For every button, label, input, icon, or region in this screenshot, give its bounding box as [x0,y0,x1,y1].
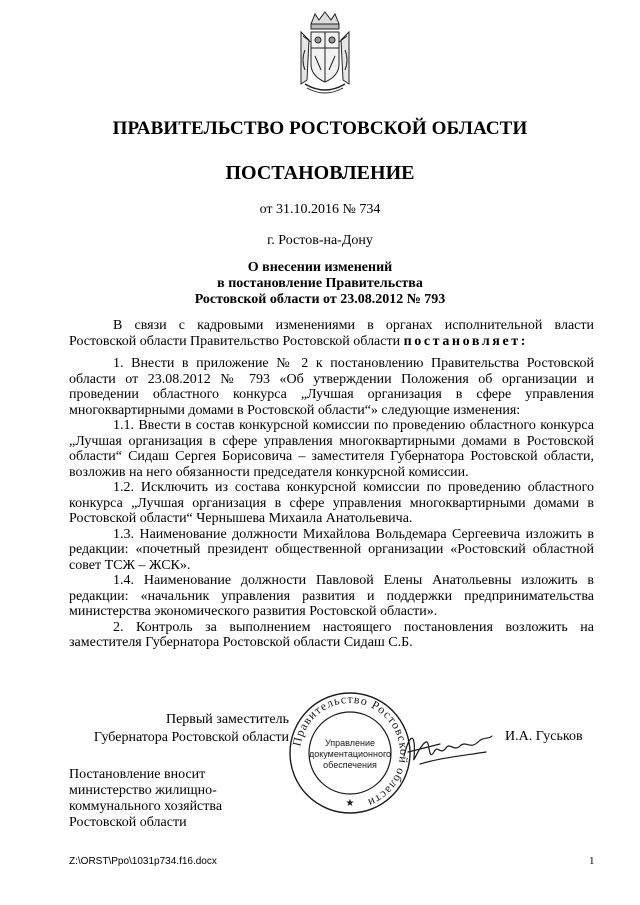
document-date-number: от 31.10.2016 № 734 [259,202,381,217]
document-type: ПОСТАНОВЛЕНИЕ [225,162,415,184]
page-number: 1 [589,855,595,867]
signatory-position-line: Первый заместитель [165,712,289,727]
body-paragraph: 1.4. Наименование должности Павловой Елены Анатольевны изложить в редакции: «начальник управления развития и поддержки предпринимательства министерства экономического развития Ростовской области». [69,573,594,619]
body-paragraph: 1. Внести в приложение № 2 к постановлению Правительства Ростовской области от 23.08.2012 № 793 «Об утверждении Положения об организации и проведении областного конкурса „Лучшая организация в сфере управления многоквартирными домами в Ростовской области“» следующие изменения: [69,356,594,418]
subject-line: О внесении изменений [247,260,393,275]
body-paragraph: 2. Контроль за выполнением настоящего постановления возложить на заместителя Губернатора Ростовской области Сидаш С.Б. [69,619,594,650]
organization-title: ПРАВИТЕЛЬСТВО РОСТОВСКОЙ ОБЛАСТИ [112,118,528,139]
note-line: министерство жилищно- [69,783,217,798]
preamble-action: постановляет: [403,333,528,349]
stamp-center-line: обеспечения [323,760,377,770]
signatory-name: И.А. Гуськов [505,729,583,744]
stamp-center-line: Управление [324,738,376,748]
body-paragraph: 1.2. Исключить из состава конкурсной комиссии по проведению областного конкурса „Лучшая организация в сфере управления многоквартирными домами в Ростовской области“ Чернышева Михаила Анатольевича. [69,480,594,526]
document-city: г. Ростов-на-Дону [267,233,373,248]
body-paragraph: 1.1. Ввести в состав конкурсной комиссии по проведению областного конкурса „Лучшая организация в сфере управления многоквартирными домами в Ростовской области“ Сидаш Сергея Борисовича – заместителя Губернатора Ростовской области, возложив на него обязанности председателя конкурсной комиссии. [69,418,594,480]
preamble-text: В связи с кадровыми изменениями в органах исполнительной власти Ростовской области Правительство Ростовской области [69,318,594,349]
stamp-star-icon: ★ [345,798,355,809]
footer-file-path: Z:\ORST\Ppo\1031p734.f16.docx [69,856,217,867]
document-body [69,318,594,651]
document-subject [0,260,640,308]
official-stamp [287,690,413,816]
subject-line: Ростовской области от 23.08.2012 № 793 [194,292,446,307]
note-line: Ростовской области [69,815,187,830]
stamp-ring-text: Правительство Ростовской области [289,691,412,811]
signatory-position-line: Губернатора Ростовской области [93,730,289,745]
note-line: Постановление вносит [69,767,206,782]
handwritten-signature [400,722,495,772]
stamp-center-line: документационного [308,749,392,759]
body-paragraph: 1.3. Наименование должности Михайлова Вольдемара Сергеевича изложить в редакции: «почетный президент общественной организации «Ростовский областной совет ТСЖ – ЖСК». [69,526,594,573]
rostov-oblast-coat-of-arms-icon [297,10,353,96]
submitter-note [69,767,289,831]
signatory-position [69,711,289,747]
subject-line: в постановление Правительства [217,276,423,291]
note-line: коммунального хозяйства [69,799,223,814]
preamble-paragraph [69,318,594,349]
